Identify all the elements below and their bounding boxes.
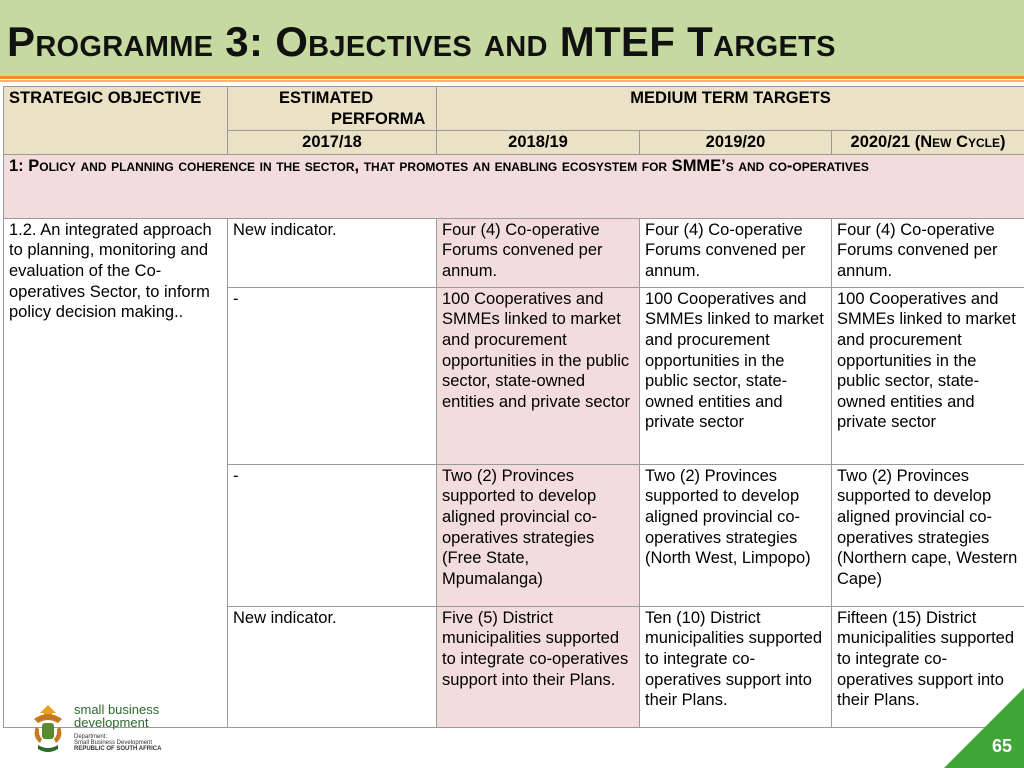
estimated-cell: - (228, 287, 437, 464)
table-row (4, 218, 1024, 287)
page-corner-triangle (944, 688, 1024, 768)
target-2019-cell: Four (4) Co-operative Forums convened per annum. (640, 218, 832, 287)
estimated-cell: - (228, 464, 437, 606)
coat-of-arms-icon (28, 703, 68, 759)
estimated-cell: New indicator. (228, 606, 437, 727)
header-estimated-line1: ESTIMATED (279, 89, 374, 107)
target-2018-cell: Five (5) District municipalities supported to integrate co-operatives support into their Plans. (437, 606, 640, 727)
title-underline-light (0, 80, 1024, 82)
year-2020-21: 2020/21 (New Cycle) (832, 131, 1024, 155)
logo-name-line1: small business (74, 702, 160, 717)
target-2020-cell: Fifteen (15) District municipalities supported to integrate co-operatives support into their Plans. (832, 606, 1024, 727)
logo-dept-line1: Department: (74, 734, 108, 740)
department-logo (28, 703, 188, 763)
slide-title: Programme 3: Objectives and MTEF Targets (7, 18, 836, 65)
target-2019-cell: Ten (10) District municipalities supported to integrate co-operatives support into their Plans. (640, 606, 832, 727)
page-number: 65 (991, 736, 1012, 756)
logo-dept-line2: Small Business Development (74, 740, 153, 746)
target-2018-cell: Four (4) Co-operative Forums convened per annum. (437, 218, 640, 287)
targets-table (3, 86, 1024, 728)
logo-dept-line3: REPUBLIC OF SOUTH AFRICA (74, 746, 162, 752)
header-estimated-performance (228, 87, 437, 131)
header-medium-term-targets: MEDIUM TERM TARGETS (437, 87, 1024, 131)
target-2018-cell: Two (2) Provinces supported to develop aligned provincial co-operatives strategies (Free State, Mpumalanga) (437, 464, 640, 606)
logo-name-line2: development (74, 715, 149, 730)
target-2020-cell: 100 Cooperatives and SMMEs linked to market and procurement opportunities in the public sector, state-owned entities and private sector (832, 287, 1024, 464)
target-2020-cell: Four (4) Co-operative Forums convened per annum. (832, 218, 1024, 287)
target-2019-cell: 100 Cooperatives and SMMEs linked to market and procurement opportunities in the public sector, state-owned entities and private sector (640, 287, 832, 464)
strategic-objective-cell: 1.2. An integrated approach to planning, monitoring and evaluation of the Co-operatives Sector, to inform policy decision making.. (4, 218, 228, 727)
header-strategic-objective: STRATEGIC OBJECTIVE (4, 87, 228, 155)
objective-banner-row (4, 154, 1024, 218)
header-estimated-line2: PERFORMA (331, 109, 426, 128)
objective-banner: 1: Policy and planning coherence in the sector, that promotes an enabling ecosystem for SMME’s and co-operatives (4, 154, 1024, 218)
target-2019-cell: Two (2) Provinces supported to develop aligned provincial co-operatives strategies (North West, Limpopo) (640, 464, 832, 606)
target-2018-cell: 100 Cooperatives and SMMEs linked to market and procurement opportunities in the public sector, state-owned entities and private sector (437, 287, 640, 464)
estimated-cell: New indicator. (228, 218, 437, 287)
year-2018-19: 2018/19 (437, 131, 640, 155)
year-2019-20: 2019/20 (640, 131, 832, 155)
header-row (4, 87, 1024, 131)
title-underline-orange (0, 76, 1024, 79)
year-2017-18: 2017/18 (228, 131, 437, 155)
target-2020-cell: Two (2) Provinces supported to develop aligned provincial co-operatives strategies (Northern cape, Western Cape) (832, 464, 1024, 606)
